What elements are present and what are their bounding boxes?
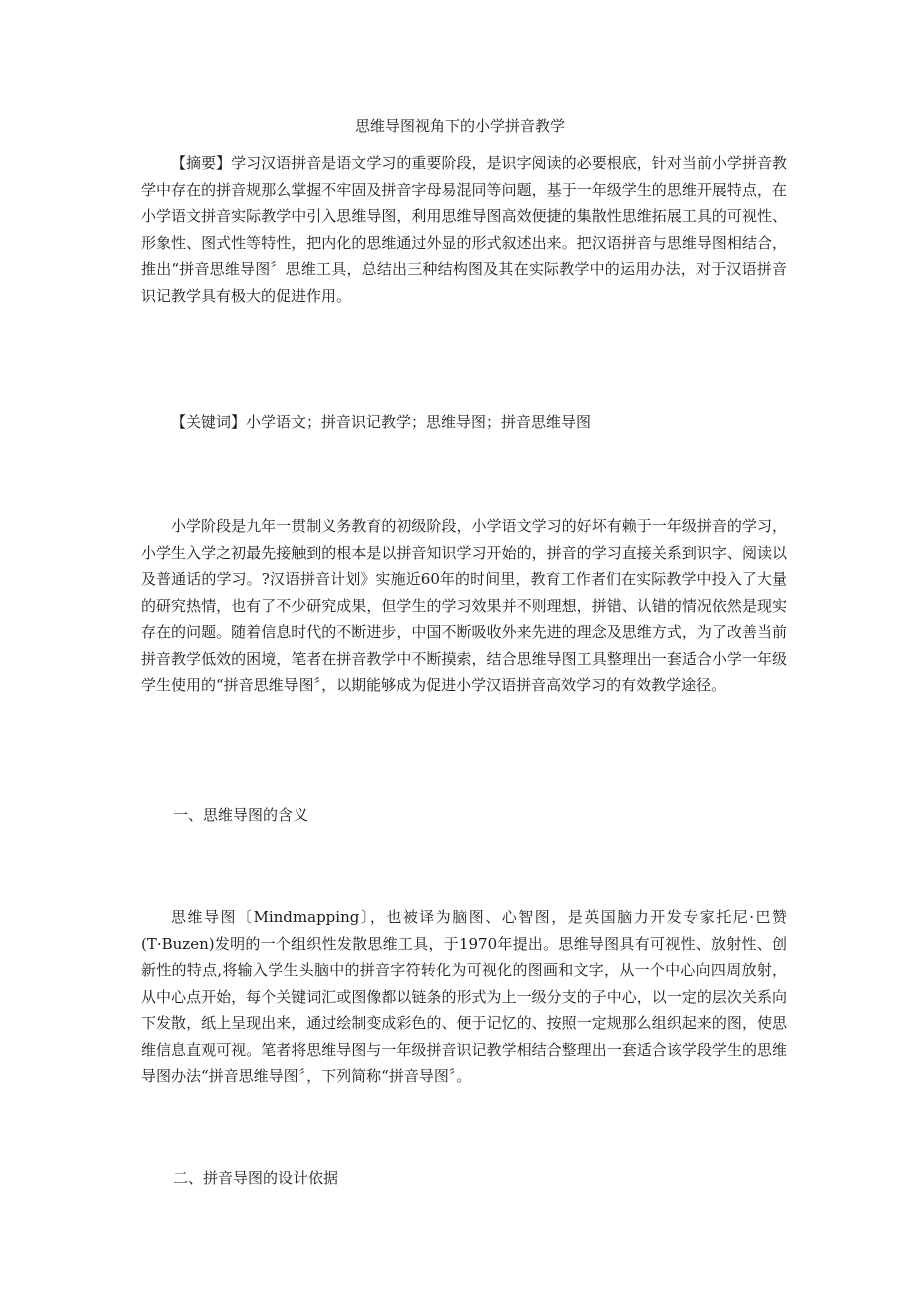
intro-paragraph: 小学阶段是九年一贯制义务教育的初级阶段，小学语文学习的好坏有赖于一年级拼音的学习，小学生入学之初最先接触到的根本是以拼音知识学习开始的，拼音的学习直接关系到识字、阅读以及普通话的学习。?汉语拼音计划》实施近60年的时间里，教育工作者们在实际教学中投入了大量的研究热情，也有了不少研究成果，但学生的学习效果并不则理想，拼错、认错的情况依然是现实存在的问题。随着信息时代的不断进步，中国不断吸收外来先进的理念及思维方式，为了改善当前拼音教学低效的困境，笔者在拼音教学中不断摸索，结合思维导图工具整理出一套适合小学一年级学生使用的“拼音思维导图〞，以期能够成为促进小学汉语拼音高效学习的有效教学途径。 — [141, 517, 787, 694]
section-2-heading: 二、拼音导图的设计依据 — [173, 1169, 339, 1187]
keywords-paragraph: 【关键词】小学语文；拼音识记教学；思维导图；拼音思维导图 — [171, 413, 592, 431]
section-1-heading: 一、思维导图的含义 — [173, 806, 309, 824]
section-1-paragraph: 思维导图〔Mindmapping〕，也被译为脑图、心智图，是英国脑力开发专家托尼·巴赞(T·Buzen)发明的一个组织性发散思维工具，于1970年提出。思维导图具有可视性、放射性、创新性的特点,将输入学生头脑中的拼音字符转化为可视化的图画和文字，从一个中心向四周放射，从中心点开始，每个关键词汇或图像都以链条的形式为上一级分支的子中心，以一定的层次关系向下发散，纸上呈现出来，通过绘制变成彩色的、便于记忆的、按照一定规那么组织起来的图，使思维信息直观可视。笔者将思维导图与一年级拼音识记教学相结合整理出一套适合该学段学生的思维导图办法“拼音思维导图〞，下列简称“拼音导图〞。 — [141, 908, 787, 1085]
document-title: 思维导图视角下的小学拼音教学 — [354, 117, 565, 135]
abstract-paragraph: 【摘要】学习汉语拼音是语文学习的重要阶段，是识字阅读的必要根底，针对当前小学拼音教学中存在的拼音规那么掌握不牢固及拼音字母易混同等问题，基于一年级学生的思维开展特点，在小学语文拼音实际教学中引入思维导图，利用思维导图高效便捷的集散性思维拓展工具的可视性、形象性、图式性等特性，把内化的思维通过外显的形式叙述出来。把汉语拼音与思维导图相结合，推出“拼音思维导图〞思维工具，总结出三种结构图及其在实际教学中的运用办法，对于汉语拼音识记教学具有极大的促进作用。 — [141, 154, 787, 305]
